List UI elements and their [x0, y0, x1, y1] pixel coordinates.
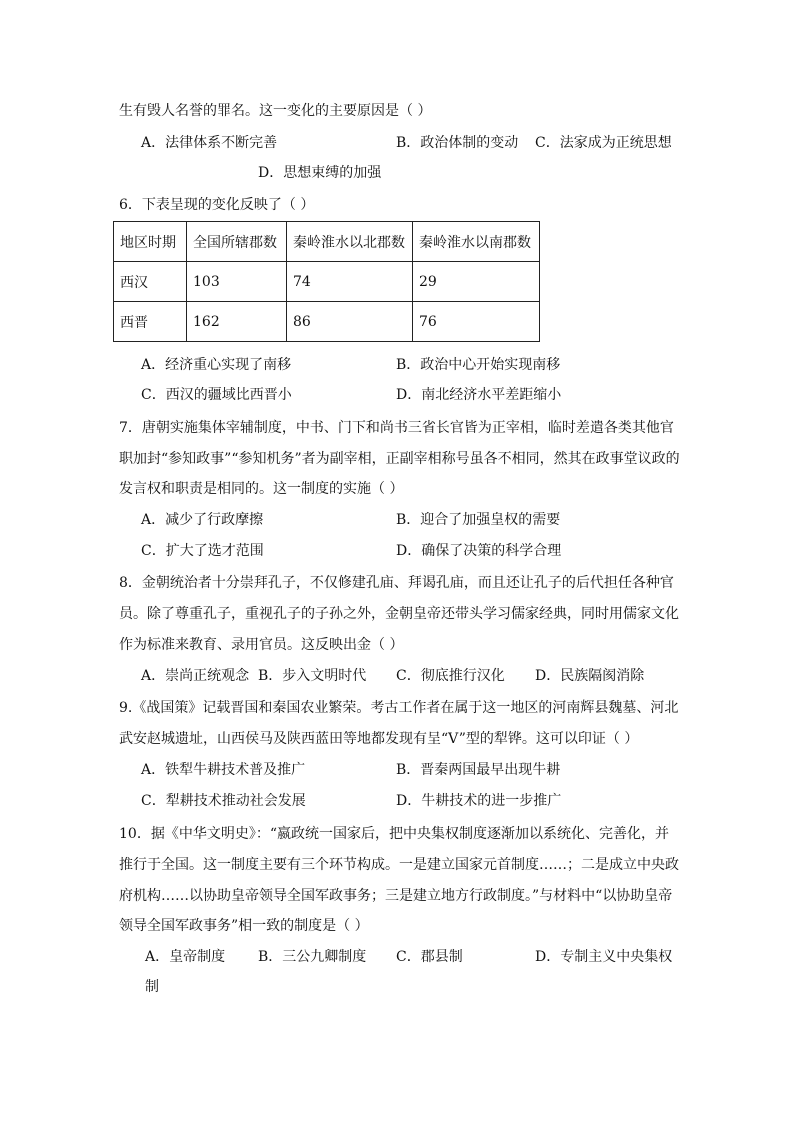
table-header-cell: 秦岭淮水以北郡数 [287, 222, 413, 262]
q6-stem: 6．下表呈现的变化反映了（ ） [119, 197, 315, 213]
q10-option-c: C．郡县制 [396, 949, 463, 965]
table-cell: 74 [287, 262, 413, 302]
table-cell: 76 [413, 302, 540, 342]
q5-option-a: A．法律体系不断完善 [141, 135, 278, 151]
table-cell: 103 [187, 262, 287, 302]
table-cell: 162 [187, 302, 287, 342]
q9-option-b: B．晋秦两国最早出现牛耕 [396, 762, 561, 778]
q7-option-b: B．迎合了加强皇权的需要 [396, 512, 561, 528]
q8-option-c: C．彻底推行汉化 [396, 668, 505, 684]
q7-stem-line-1: 7．唐朝实施集体宰辅制度，中书、门下和尚书三省长官皆为正宰相，临时差遣各类其他官 [119, 420, 674, 436]
q8-stem-line-2: 员。除了尊重孔子，重视孔子的子孙之外，金朝皇帝还带头学习儒家经典，同时用儒家文化 [119, 606, 679, 622]
q10-stem-line-1: 10．据《中华文明史》：“嬴政统一国家后，把中央集权制度逐渐加以系统化、完善化，并 [119, 826, 669, 842]
q8-option-d: D．民族隔阂消除 [535, 668, 645, 684]
table-cell: 29 [413, 262, 540, 302]
table-row [114, 262, 540, 302]
q7-option-c: C．扩大了选才范围 [141, 543, 264, 559]
q8-stem-line-3: 作为标准来教育、录用官员。这反映出金（ ） [119, 637, 404, 653]
q5-option-b: B．政治体制的变动 [396, 135, 519, 151]
q7-option-d: D．确保了决策的科学合理 [396, 543, 562, 559]
q10-option-d: D．专制主义中央集权 [535, 949, 673, 965]
table-header-cell: 全国所辖郡数 [187, 222, 287, 262]
table-header-cell: 地区时期 [114, 222, 187, 262]
q10-option-d-continued: 制 [145, 979, 159, 995]
q9-option-a: A．铁犁牛耕技术普及推广 [141, 762, 306, 778]
q6-option-c: C．西汉的疆域比西晋小 [141, 387, 292, 403]
q10-option-b: B．三公九卿制度 [258, 949, 367, 965]
q6-option-b: B．政治中心开始实现南移 [396, 357, 561, 373]
q7-option-a: A．减少了行政摩擦 [141, 512, 264, 528]
q7-stem-line-3: 发言权和职责是相同的。这一制度的实施（ ） [119, 481, 404, 497]
table-header-row [114, 222, 540, 262]
q8-option-a: A．崇尚正统观念 [141, 668, 250, 684]
table-row [114, 302, 540, 342]
q9-option-d: D．牛耕技术的进一步推广 [396, 793, 562, 809]
q5-option-c: C．法家成为正统思想 [535, 135, 672, 151]
q9-option-c: C．犁耕技术推动社会发展 [141, 793, 306, 809]
q5-stem-tail: 生有毁人名誉的罪名。这一变化的主要原因是（ ） [119, 103, 432, 119]
q8-option-b: B．步入文明时代 [258, 668, 367, 684]
table-cell: 西汉 [114, 262, 187, 302]
table-header-cell: 秦岭淮水以南郡数 [413, 222, 540, 262]
q6-data-table [113, 221, 540, 342]
q10-option-a: A．皇帝制度 [145, 949, 226, 965]
table-cell: 86 [287, 302, 413, 342]
q9-stem-line-2: 武安赵城遗址，山西侯马及陕西蓝田等地都发现有呈“V”型的犁铧。这可以印证（ ） [119, 731, 639, 747]
q7-stem-line-2: 职加封“参知政事”“参知机务”者为副宰相，正副宰相称号虽各不相同，然其在政事堂议政的 [119, 451, 680, 467]
q6-option-d: D．南北经济水平差距缩小 [396, 387, 562, 403]
q10-stem-line-2: 推行于全国。这一制度主要有三个环节构成。一是建立国家元首制度……；二是成立中央政 [119, 857, 679, 873]
table-cell: 西晋 [114, 302, 187, 342]
q6-option-a: A．经济重心实现了南移 [141, 357, 292, 373]
q5-option-d: D．思想束缚的加强 [258, 165, 382, 181]
q10-stem-line-3: 府机构……以协助皇帝领导全国军政事务；三是建立地方行政制度。”与材料中“以协助皇帝 [119, 888, 673, 904]
q9-stem-line-1: 9.《战国策》记载晋国和秦国农业繁荣。考古工作者在属于这一地区的河南辉县魏墓、河北 [119, 700, 679, 716]
q8-stem-line-1: 8．金朝统治者十分崇拜孔子，不仅修建孔庙、拜谒孔庙，而且还让孔子的后代担任各种官 [119, 575, 674, 591]
q10-stem-line-4: 领导全国军政事务”相一致的制度是（ ） [119, 918, 369, 934]
